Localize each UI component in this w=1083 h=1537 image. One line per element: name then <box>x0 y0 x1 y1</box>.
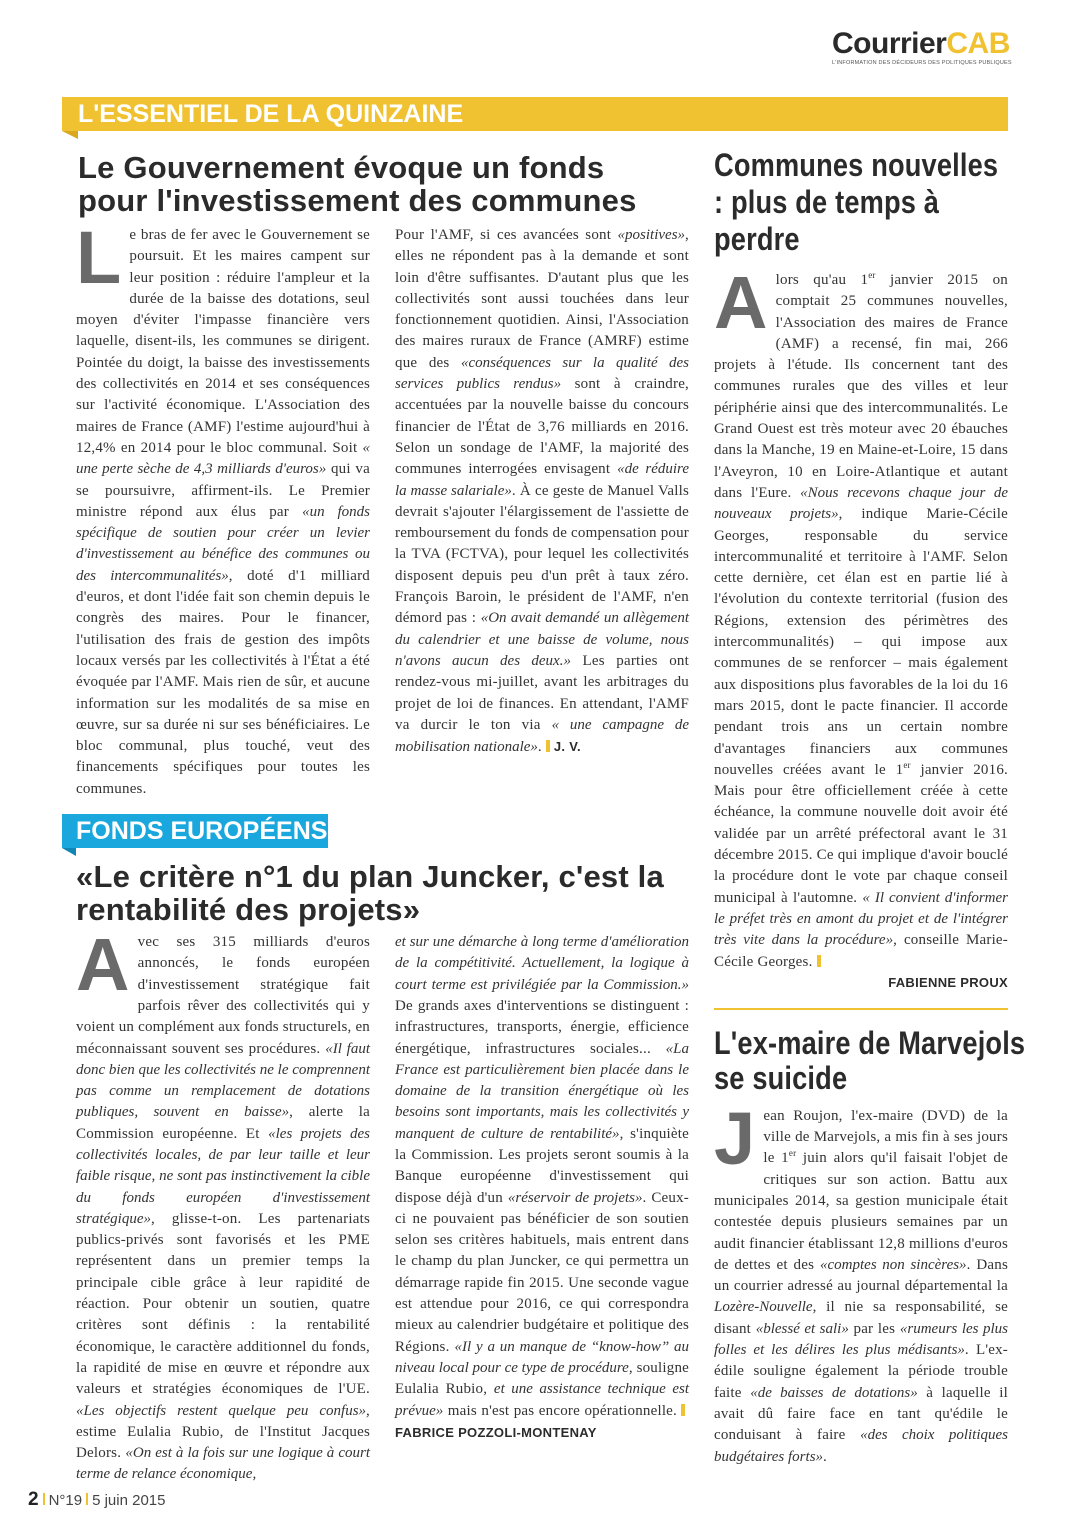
article-body-juncker-col2 <box>395 932 689 1444</box>
quote-run: «Il y a un manque de “know-how” au niveau local pour ce type de procédure, <box>395 1338 689 1376</box>
article-body-juncker-col1 <box>76 923 370 1486</box>
text-run: à laquelle il avait dû faire face en tant qu'édile le conduisant à faire <box>714 1384 1008 1444</box>
article-body-marvejols <box>714 1096 1009 1468</box>
end-mark <box>681 1404 685 1416</box>
text-run: , conseille Marie-Cécile Georges. <box>714 932 1008 970</box>
banner-fold <box>62 131 78 139</box>
superscript: er <box>788 1148 797 1159</box>
text-run: qui va se poursuivre, affirment-ils. Le Premier ministre répond aux élus par <box>76 461 370 520</box>
banner-fold <box>62 848 76 856</box>
drop-cap: J <box>714 1096 756 1180</box>
article-columns-gouvernement <box>76 216 692 800</box>
text-run: janvier 2015 on comptait 25 communes nouvelles, l'Association des maires de France (AMF) a recensé, fin mai, 266 projets à l'étude. Ils concernent tant des communes rurales que des villes et leur périphérie ainsi que des intercommunalités. Le Grand Ouest est très moteur avec 20 ébauches dans la Manche, 19 en Maine-et-Loire, 15 dans l'Aveyron, 10 en Loire-Atlantique et autant dans l'Eure. <box>714 272 1008 501</box>
article-body-communes-nouvelles <box>714 261 1009 973</box>
quote-run: «comptes non sincères» <box>820 1256 967 1273</box>
text-run: , il nie sa responsabilité, se disant <box>714 1299 1008 1337</box>
text-run: Pour l'AMF, si ces avancées sont <box>395 227 618 243</box>
text-run: mais n'est pas encore opérationnelle. <box>443 1402 677 1419</box>
end-mark <box>817 955 821 967</box>
text-run: e bras de fer avec le Gouvernement se poursuit. Et les maires campent sur leur position : réduire l'ampleur et la durée de la baisse des dotations, seul moyen d'éviter l'impasse financière vers laquelle, disent-ils, les communes se dirigent. Pointée du doigt, la baisse des investissements des collectivités en 2014 et ses conséquences sur l'activité économique. L'Association des maires de France (AMF) l'estime aujourd'hui à 12,4% en 2014 pour le bloc communal. Soit <box>76 227 370 456</box>
article-title-gouvernement: Le Gouvernement évoque un fonds pour l'investissement des communes <box>78 150 637 218</box>
text-run: souligne Eulalia Rubio, <box>395 1359 689 1398</box>
quote-run: «de réduire la masse salariale» <box>395 461 689 499</box>
quote-run: «rumeurs les plus folles et les délires les plus médisants» <box>714 1320 1008 1359</box>
text-run: De grands axes d'interventions se distinguent : infrastructures, transports, énergie, efficience énergétique, infrastructures sociales... <box>395 997 689 1057</box>
text-run: lors qu'au 1 <box>775 272 869 288</box>
text-run: Les parties ont rendez-vous mi-juillet, avant les arbitrages du projet de loi de finances. En attendant, l'AMF va durcir le ton via <box>395 652 689 733</box>
section-banner-fonds-europeens <box>62 814 328 848</box>
text-run: , doté d'1 milliard d'euros, et dont l'idée fait son chemin depuis le congrès des maires. Pour le financer, l'utilisation des frais de gestion des impôts locaux versés par les collectivités à l'État a été évoquée par l'AMF. Mais rien de sûr, et aucune information sur les modalités de sa mise en œuvre, sur sa durée ni sur ses bénéficiaires. Le bloc communal, plus touché, veut des financements spécifiques pour toutes les communes. <box>76 567 370 797</box>
quote-run: « une campagne de mobilisation nationale» <box>395 716 689 756</box>
article-columns-juncker <box>76 923 692 1486</box>
text-run: , glisse-t-on. Les partenariats publics-privés sont favorisés et les PME représentent dans un premier temps la principale cible grâce à leur rapidité de réaction. Pour obtenir un soutien, quatre critères sont définis : la rentabilité économique, le caractère additionnel du fonds, la rapidité de mise en œuvre et répondre aux valeurs et stratégies économiques de l'UE. <box>76 1210 370 1398</box>
quote-run: «On avait demandé un allègement du calendrier et une baisse de volume, nous n'avons aucun des deux.» <box>395 610 689 669</box>
end-mark <box>546 740 550 752</box>
text-run: . Dans un courrier adressé au journal départemental la <box>714 1256 1008 1295</box>
issue-number: N°19 <box>48 1492 83 1509</box>
section-banner-essentiel: L'ESSENTIEL DE LA QUINZAINE <box>62 97 1008 131</box>
quote-run: «Les objectifs restent quelque peu confus» <box>76 1402 367 1419</box>
quote-run: et sur une démarche à long terme d'amélioration de la compétitivité. Actuellement, la logique à court terme est privilégiée par la Commission.» <box>395 934 689 993</box>
left-content <box>62 140 692 1486</box>
text-run: , estime Eulalia Rubio, de l'Institut Jacques Delors. <box>76 1402 370 1462</box>
quote-run: «réservoir de projets» <box>507 1189 643 1206</box>
text-run: ean Roujon, l'ex-maire (DVD) de la ville de Marvejols, a mis fin à ses jours le 1 <box>763 1107 1008 1167</box>
logo-tagline: L'INFORMATION DES DÉCIDEURS DES POLITIQUES PUBLIQUES <box>832 60 1012 66</box>
superscript: er <box>868 270 876 280</box>
text-run: . Ceux-ci ne pouvaient pas bénéficier de son soutien selon ses critères habituels, mais entrent dans le champ du plan Juncker, ce qui permettra un démarrage rapide fin 2015. Une seconde vague est attendue pour 2016, ce qui correspondra mieux au calendrier budgétaire et politique des Régions. <box>395 1189 689 1355</box>
text-run: . L'ex-édile souligne également la période trouble faite <box>714 1342 1009 1401</box>
quote-run: « Il convient d'informer le préfet très en amont du projet et de l'intégrer très vite dans la procédure» <box>714 889 1008 949</box>
text-run: , s'inquiète la Commission. Les projets seront soumis à la Banque européenne d'investissement qui dispose déjà d'un <box>395 1125 689 1206</box>
drop-cap: L <box>76 216 122 299</box>
article-title-communes-nouvelles: Communes nouvelles : plus de temps à perdre <box>714 147 999 257</box>
text-run: janvier 2016. Mais pour être officiellement créée à cette échéance, la commune nouvelle doit avoir été validée par un arrêté préfectoral avant le 31 décembre 2015. Ce qui implique d'avoir bouclé la procédure dont le vote par chaque conseil municipal à l'automne. <box>714 761 1008 906</box>
quote-run: Lozère-Nouvelle <box>714 1299 813 1316</box>
text-run: . À ce geste de Manuel Valls devrait s'ajouter l'élargissement de l'assiette de remboursement du fonds de compensation pour la TVA (FCTVA), pour lequel les collectivités disposent depuis peu d'un prêt à taux zéro. François Baroin, le président de l'AMF, n'en démord pas : <box>395 482 689 627</box>
drop-cap: A <box>714 261 768 344</box>
separator <box>43 1493 45 1505</box>
quote-run: «positives» <box>617 227 686 243</box>
logo-courrier: Courrier <box>832 27 947 60</box>
page-footer <box>28 1489 166 1511</box>
section-banner-label: FONDS EUROPÉENS <box>76 817 328 846</box>
quote-run: «Il faut donc bien que les collectivités ne le comprennent pas comme un remplacement de dotations publiques, souvent en baisse» <box>76 1040 370 1121</box>
article-title-marvejols: L'ex-maire de Marvejols se suicide <box>714 1024 1026 1096</box>
text-run: juin alors qu'il faisait l'objet de critiques sur son action. Battu aux municipales 2014, sa gestion municipale était contestée depuis plusieurs semaines par un audit financier établissant 12,8 millions d'euros de dettes et des <box>714 1150 1008 1273</box>
text-run: . <box>537 739 542 756</box>
separator <box>86 1493 88 1505</box>
issue-date: 5 juin 2015 <box>92 1492 166 1509</box>
quote-run: «un fonds spécifique de soutien pour créer un levier d'investissement au bénéfice des communes ou des intercommunalités» <box>76 503 370 584</box>
text-run: sont à craindre, accentuées par la nouvelle baisse du concours financier de l'État de 3,76 milliards en 2016. Selon un sondage de l'AMF, la majorité des communes interrogées envisagent <box>395 376 689 478</box>
page-number: 2 <box>28 1489 39 1510</box>
byline: FABIENNE PROUX <box>888 974 1008 990</box>
right-content <box>714 147 1026 1468</box>
text-run: vec ses 315 milliards d'euros annoncés, le fonds européen d'investissement stratégique fait parfois rêver des collectivités qui y voient un complément aux fonds structurels, en méconnaissant souvent ses procédures. <box>76 934 370 1057</box>
text-run: , indique Marie-Cécile Georges, responsable du service intercommunalité et territoire à l'AMF. Selon cette dernière, cet élan est en partie lié à l'évolution du contexte territorial (fusion des Régions, extension des périmètres des intercommunalités) – qui impose aux communes de se renforcer – mais également aux dispositions plus favorables de la loi du 16 mars 2015, dont le pacte financier. Il accorde pendant trois ans un certain nombre d'avantages financiers aux communes nouvelles créées avant le 1 <box>714 506 1008 778</box>
article-body-gouvernement-col2 <box>395 225 689 758</box>
quote-run: «les projets des collectivités locales, de par leur taille et leur faible risque, ne sont pas instinctivement la cible du fonds européen d'investissement stratégique» <box>76 1125 370 1227</box>
quote-run: «conséquences sur la qualité des services publics rendus» <box>395 354 689 393</box>
byline: FABRICE POZZOLI-MONTENAY <box>395 1424 597 1440</box>
article-title-juncker: «Le critère n°1 du plan Juncker, c'est la rentabilité des projets» <box>76 859 664 928</box>
quote-run: «La France est particulièrement bien placée dans le domaine de la transition énergétique où les besoins sont importants, mais les collectivités y manquent de culture de rentabilité» <box>395 1040 689 1142</box>
quote-run: et une assistance technique est prévue» <box>395 1381 690 1419</box>
text-run: , alerte la Commission européenne. Et <box>76 1104 370 1142</box>
logo-cab: CAB <box>946 27 1010 60</box>
quote-run: «blessé et sali» <box>755 1320 849 1337</box>
text-run: , elles ne répondent pas à la demande et sont loin d'être suffisantes. D'autant plus que les collectivités sont aussi touchées dans leur fonctionnement quotidien. Ainsi, l'Association des maires ruraux de France (AMRF) estime que des <box>395 227 689 371</box>
divider <box>714 1008 1008 1010</box>
superscript: er <box>903 759 911 770</box>
quote-run: «des choix politiques budgétaires forts» <box>714 1427 1008 1465</box>
drop-cap: A <box>76 923 130 1007</box>
text-run: . <box>823 1448 827 1465</box>
quote-run: «On est à la fois sur une logique à court terme de relance économique, <box>76 1445 370 1483</box>
quote-run: « une perte sèche de 4,3 milliards d'euros» <box>76 439 370 478</box>
article-body-gouvernement-col1 <box>76 216 370 800</box>
quote-run: «de baisses de dotations» <box>750 1384 918 1401</box>
text-run: par les <box>848 1320 900 1337</box>
quote-run: «Nous recevons chaque jour de nouveaux projets» <box>714 484 1009 523</box>
byline: J. V. <box>553 739 581 755</box>
courriercab-logo <box>832 28 1012 66</box>
